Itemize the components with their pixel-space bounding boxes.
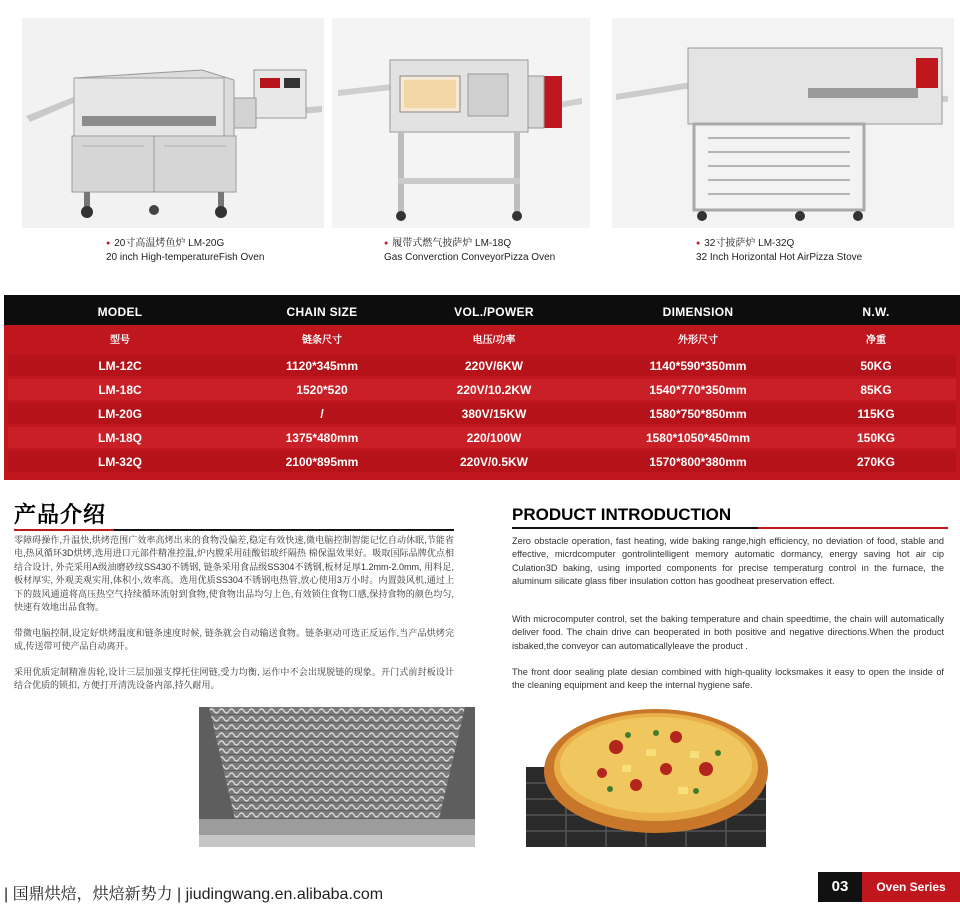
cell-dimension: 1140*590*350mm	[649, 359, 747, 373]
cell-chain-size: 1375*480mm	[285, 431, 359, 445]
series-label: Oven Series	[862, 872, 960, 902]
caption-cn: ● 32寸披萨炉 LM-32Q	[696, 237, 862, 251]
cell-model: LM-20G	[97, 407, 142, 421]
cell-dimension: 1580*750*850mm	[649, 407, 747, 421]
cell-nw: 50KG	[860, 359, 892, 373]
spec-table	[4, 295, 960, 480]
gas-pizza-oven-illustration	[332, 18, 590, 228]
cell-chain-size: /	[320, 407, 324, 421]
product-photo-gas-pizza-oven	[332, 18, 590, 228]
cell-vol-power: 220V/6KW	[464, 359, 524, 373]
cell-model: LM-32Q	[97, 455, 142, 469]
caption-fish-oven	[106, 237, 264, 265]
caption-gas-pizza-oven	[384, 237, 555, 265]
cell-vol-power: 380V/15KW	[461, 407, 527, 421]
header-chain-size: CHAIN SIZE	[286, 305, 358, 319]
conveyor-chain-photo	[199, 707, 475, 847]
intro-cn-paragraph: 采用优质定制精准齿轮,设计三层加强支撑托住网链,受力均衡, 运作中不会出现脱链的现象。开门式前封板设计结合优质的锁扣, 方便打开清洗设备内部,持久耐用。	[14, 667, 454, 691]
intro-en-paragraph: With microcomputer control, set the baking temperature and chain speedtime, the chain will automatically deliver food. The chain drive can beoperated in both positive and negative directions.When the product isbaked,the conveyor can automaticallyleave the product .	[512, 614, 944, 651]
intro-cn-title: 产品介绍	[14, 502, 107, 527]
cell-nw: 85KG	[860, 383, 892, 397]
header-vol-power: VOL./POWER	[454, 305, 534, 319]
header-cn-model: 型号	[110, 335, 130, 346]
fish-oven-illustration	[22, 18, 324, 228]
product-photo-32-inch-pizza-stove	[612, 18, 954, 228]
cell-dimension: 1540*770*350mm	[649, 383, 747, 397]
conveyor-chain-illustration	[199, 707, 475, 847]
caption-en: 20 inch High-temperatureFish Oven	[106, 252, 265, 263]
cell-model: LM-18Q	[97, 431, 142, 445]
intro-en-paragraph: The front door sealing plate desian combined with high-quality locksmakes it easy to open the inside of the cleaning equipment and keep the internal hygiene safe.	[512, 667, 944, 691]
intro-cn-paragraph: 零障碍操作,升温快,烘烤范围广效率高烤出来的食物没偏差,稳定有效快速,微电脑控制智能记忆自动休眠,节能省电,热风循环3D烘烤,选用进口元部件精准控温,炉内膛采用硅酸铝玻纤隔热 棉保温效果好。吸取国际品牌优点相结合设计, 外壳采用A级油磨砂纹SS430不锈钢, 链条采用食品级SS304不锈钢,板材足厚1.2mm-2.0mm, 用料足, 板材厚实, 外观美观实用,体积小,效率高。选用优质SS304不锈钢电热管,放心使用3万小时。内置鼓风机,通过上下的鼓风通道将高压热空气持续循环流射到食物,使食物出品均匀上色,有效锁住食物口感,保持食物的颜色均匀,快速有效地出品食物。	[14, 535, 454, 613]
page-number: 03	[818, 872, 862, 902]
intro-en-rule-red	[758, 527, 948, 529]
header-nw: N.W.	[862, 305, 890, 319]
caption-pizza-stove	[696, 237, 862, 265]
intro-cn-rule-red	[14, 529, 114, 531]
cell-chain-size: 1520*520	[296, 383, 348, 397]
caption-en: Gas Converction ConveyorPizza Oven	[384, 252, 556, 263]
intro-en-rule-black	[512, 527, 758, 529]
cell-vol-power: 220/100W	[466, 431, 522, 445]
cell-chain-size: 1120*345mm	[285, 359, 359, 373]
cell-nw: 150KG	[856, 431, 896, 445]
cell-nw: 270KG	[856, 455, 896, 469]
intro-en-paragraph: Zero obstacle operation, fast heating, wide baking range,high efficiency, no deviation of food, stable and effective, micrdcomputer gontrolintelligent memory automatic dormancy, energy saving hot air cip Culation3D baking, using imported components for precise temperaturg control in the furnace, the aluminum silicate glass fiber insulation cotton has goodheat preservation effect.	[512, 536, 944, 587]
header-cn-chain-size: 链条尺寸	[302, 335, 342, 346]
intro-cn-paragraph: 带微电脑控制,设定好烘烤温度和链条速度时候, 链条就会自动输送食物。链条驱动可选正反运作,当产品烘烤完成,传送带可使产品自动离开。	[14, 628, 454, 652]
cell-vol-power: 220V/10.2KW	[456, 383, 532, 397]
cell-vol-power: 220V/0.5KW	[459, 455, 529, 469]
header-cn-dimension: 外形尺寸	[678, 335, 718, 346]
caption-cn: ● 20寸高温烤鱼炉 LM-20G	[106, 237, 264, 251]
header-dimension: DIMENSION	[662, 305, 734, 319]
header-cn-vol-power: 电压/功率	[472, 335, 516, 346]
cell-chain-size: 2100*895mm	[285, 455, 359, 469]
cell-dimension: 1580*1050*450mm	[645, 431, 751, 445]
product-photo-fish-oven	[22, 18, 324, 228]
header-cn-nw: 净重	[866, 335, 886, 346]
pizza-photo	[506, 707, 782, 847]
intro-cn-rule-black	[114, 529, 454, 531]
footer-brand-text: | 国鼎烘焙，烘焙新势力 | jiudingwang.en.alibaba.com	[4, 886, 384, 903]
cell-dimension: 1570*800*380mm	[649, 455, 747, 469]
pizza-illustration	[506, 707, 782, 847]
cell-model: LM-18C	[98, 383, 142, 397]
cell-nw: 115KG	[857, 407, 895, 421]
pizza-stove-illustration	[612, 18, 954, 228]
caption-en: 32 Inch Horizontal Hot AirPizza Stove	[696, 252, 863, 263]
header-model: MODEL	[97, 305, 143, 319]
caption-cn: ● 履带式燃气披萨炉 LM-18Q	[384, 237, 555, 251]
intro-en-title: PRODUCT INTRODUCTION	[512, 505, 732, 524]
cell-model: LM-12C	[98, 359, 142, 373]
